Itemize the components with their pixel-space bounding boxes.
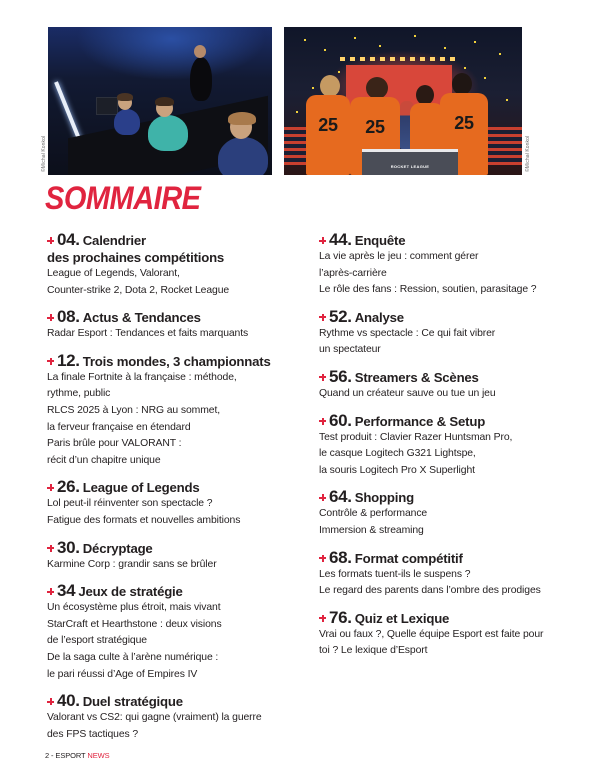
player-3 — [218, 137, 268, 175]
photo-rocket-league-champions — [284, 27, 522, 175]
player-head — [452, 73, 472, 95]
player-2 — [148, 115, 188, 151]
stage-lights — [340, 57, 458, 61]
plus-bullet-icon — [47, 698, 54, 705]
plus-bullet-icon — [47, 588, 54, 595]
toc-entry-40[interactable]: 40. Duel stratégique Valorant vs CS2: qui gagne (vraiment) la guerre des FPS tactiques ? — [47, 691, 262, 740]
toc-entry-76[interactable]: 76. Quiz et Lexique Vrai ou faux ?, Quelle équipe Esport est faite pour toi ? Le lexique d’Esport — [319, 607, 544, 657]
toc-entry-04[interactable]: 04. Calendrier des prochaines compétitions League of Legends, Valorant, Counter-strike 2, Dota 2, Rocket League — [47, 232, 317, 299]
plus-bullet-icon — [319, 494, 326, 501]
jersey-atomic: 25 — [350, 97, 400, 175]
toc-entry-34[interactable]: 34 Jeux de stratégie Un écosystème plus étroit, mais vivant StarCraft et Hearthstone : deux visions de l’esport stratégique De la saga culte à l’arène numérique : le pari réussi d’Age of Empires IV — [47, 581, 222, 680]
plus-bullet-icon — [319, 237, 326, 244]
toc-entry-08[interactable]: 08. Actus & Tendances Radar Esport : Tendances et faits marquants — [47, 307, 249, 340]
toc-entry-56[interactable]: 56. Streamers & Scènes Quand un créateur sauve ou tue un jeu — [319, 366, 496, 399]
monitor — [96, 97, 118, 115]
plus-bullet-icon — [319, 314, 326, 321]
page-number: 2 - ESPORT — [45, 751, 88, 760]
page-title: SOMMAIRE — [45, 181, 201, 217]
plus-bullet-icon — [319, 374, 326, 381]
jersey: 25 — [440, 93, 488, 175]
player-1 — [114, 109, 140, 135]
entry-title-line2: des prochaines compétitions — [47, 250, 225, 265]
coach-head — [194, 45, 206, 58]
jersey: 25 — [306, 95, 350, 175]
toc-entry-12[interactable]: 12. Trois mondes, 3 championnats La finale Fortnite à la française : méthode, rythme, public RLCS 2025 à Lyon : NRG au sommet, la ferveur française en étendard Paris brûle pour VALORANT : récit d’un chapitre unique — [47, 350, 271, 466]
toc-entry-60[interactable]: 60. Performance & Setup Test produit : Clavier Razer Huntsman Pro, le casque Logitech G321 Lightspe, la souris Logitech Pro X Superlight — [319, 410, 513, 476]
plus-bullet-icon — [319, 555, 326, 562]
toc-column-left — [47, 232, 317, 743]
plus-bullet-icon — [47, 484, 54, 491]
photo-credit-right: ©Michał Konkol — [525, 135, 531, 172]
photo-credit-left: ©Michał Konkol — [41, 135, 47, 172]
plus-bullet-icon — [47, 358, 54, 365]
toc-column-right — [319, 232, 599, 660]
player-1-hair — [117, 93, 133, 101]
player-head — [416, 85, 434, 105]
plus-bullet-icon — [319, 615, 326, 622]
player-3-hair — [228, 112, 256, 125]
brand-news: NEWS — [87, 751, 110, 760]
plus-bullet-icon — [47, 314, 54, 321]
player-head — [366, 77, 388, 99]
coach-figure — [190, 57, 212, 101]
toc-entry-52[interactable]: 52. Analyse Rythme vs spectacle : Ce qui fait vibrer un spectateur — [319, 306, 496, 356]
photo-esport-players — [48, 27, 272, 175]
player-2-hair — [155, 97, 174, 106]
podium: ROCKET LEAGUE — [362, 149, 458, 175]
toc-entry-44[interactable]: 44. Enquête La vie après le jeu : comment gérer l’après-carrière Le rôle des fans : Ression, soutien, parasitage ? — [319, 230, 537, 296]
page-footer — [45, 751, 110, 760]
plus-bullet-icon — [47, 237, 54, 244]
plus-bullet-icon — [319, 418, 326, 425]
toc-entry-64[interactable]: 64. Shopping Contrôle & performance Immersion & streaming — [319, 487, 428, 536]
player-head — [320, 75, 340, 97]
plus-bullet-icon — [47, 545, 54, 552]
toc-entry-30[interactable]: 30. Décryptage Karmine Corp : grandir sans se brûler — [47, 537, 217, 570]
toc-entry-68[interactable]: 68. Format compétitif Les formats tuent-ils le suspens ? Le regard des parents dans l’ombre des prodiges — [319, 547, 541, 597]
toc-entry-26[interactable]: 26. League of Legends Lol peut-il réinventer son spectacle ? Fatigue des formats et nouvelles ambitions — [47, 477, 241, 526]
